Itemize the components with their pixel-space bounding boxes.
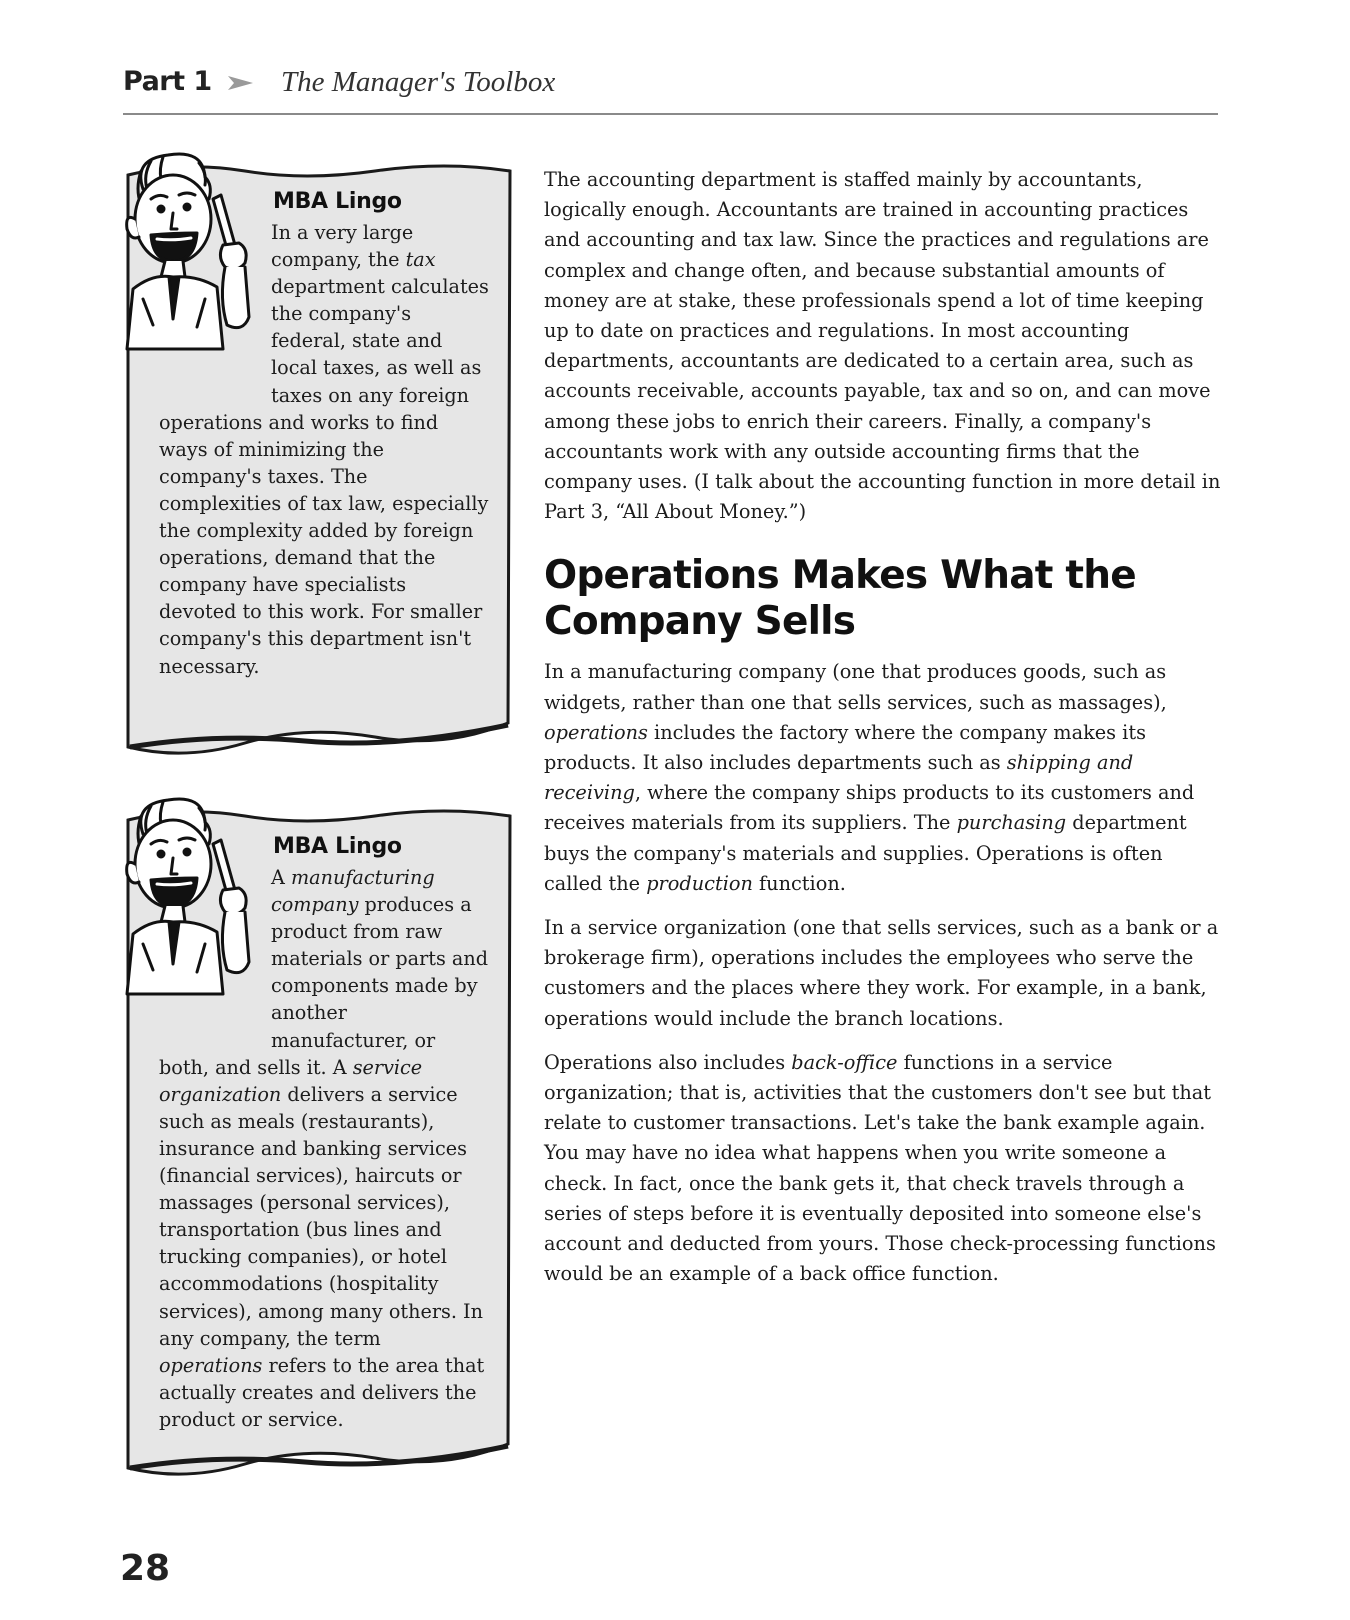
italic-term: back-office: [791, 1050, 898, 1074]
body-paragraph: [544, 657, 1224, 899]
text-run: delivers a service such as meals (restaurants), insurance and banking services (financial services), haircuts or massages (personal services), transportation (bus lines and trucking companies), or hotel accommodations (hospitality services), among many others. In any company, the term: [159, 1082, 483, 1350]
chapter-title: The Manager's Toolbox: [281, 66, 556, 98]
sidebar-body: [159, 864, 489, 1433]
body-paragraph: [544, 1048, 1224, 1290]
text-run: department buys the company's materials and supplies. Operations is often called the: [544, 811, 1187, 895]
part-label: Part 1: [123, 66, 212, 97]
body-paragraph: [544, 165, 1224, 527]
text-run: produces a product from raw materials or parts and components made by another manufacturer, or both, and sells it. A: [159, 893, 488, 1079]
main-column: [544, 165, 1224, 1304]
italic-term: service organization: [159, 1055, 423, 1106]
text-run: refers to the area that actually creates and delivers the product or service.: [159, 1353, 485, 1431]
italic-term: shipping and receiving: [544, 751, 1134, 805]
header-rule: [123, 113, 1218, 115]
text-run: Operations also includes: [544, 1050, 792, 1074]
italic-term: production: [646, 871, 753, 895]
sidebar-body: [159, 219, 489, 680]
text-run: includes the factory where the company makes its products. It also includes departments such as: [544, 720, 1146, 775]
sidebar-title: MBA Lingo: [273, 834, 402, 859]
mba-lingo-sidebar: [125, 808, 513, 1490]
sidebar-title: MBA Lingo: [273, 189, 402, 214]
mba-lingo-sidebar: [125, 163, 513, 769]
italic-term: operations: [159, 1353, 263, 1377]
text-run: , where the company ships products to its customers and receives materials from its suppliers. The: [544, 781, 1195, 835]
running-header: [123, 62, 1218, 116]
italic-term: manufacturing company: [271, 866, 435, 917]
arrow-right-icon: [227, 72, 255, 94]
italic-term: tax: [405, 248, 436, 272]
text-run: A: [271, 866, 291, 889]
text-run: functions in a service organization; that is, activities that the customers don't see but that relate to customer transactions. Let's take the bank example again. You may have no idea what happens when you write someone a check. In fact, once the bank gets it, that check travels through a series of steps before it is eventually deposited into someone else's account and deducted from yours. Those check-processing functions would be an example of a back office function.: [544, 1050, 1216, 1286]
text-run: The accounting department is staffed mainly by accountants, logically enough. Accountants are trained in accounting practices and accounting and tax law. Since the practices and regulations are complex and change often, and because substantial amounts of money are at stake, these professionals spend a lot of time keeping up to date on practices and regulations. In most accounting departments, accountants are dedicated to a certain area, such as accounts receivable, accounts payable, tax and so on, and can move among these jobs to enrich their careers. Finally, a company's accountants work with any outside accounting firms that the company uses. (I talk about the accounting function in more detail in Part 3, “All About Money.”): [544, 168, 1221, 524]
text-run: department calculates the company's federal, state and local taxes, as well as taxes on any foreign operations and works to find ways of minimizing the company's taxes. The complexities of tax law, especially the complexity added by foreign operations, demand that the company have specialists devoted to this work. For smaller company's this department isn't necessary.: [159, 275, 489, 678]
italic-term: purchasing: [956, 811, 1067, 835]
text-run: function.: [752, 871, 846, 895]
text-run: In a service organization (one that sells services, such as a bank or a brokerage firm), operations includes the employees who serve the customers and the places where they work. For example, in a bank, operations would include the branch locations.: [544, 916, 1219, 1030]
body-paragraph: [544, 913, 1224, 1034]
italic-term: operations: [544, 720, 648, 744]
text-run: In a very large company, the: [271, 221, 414, 272]
section-heading: Operations Makes What the Company Sells: [544, 553, 1136, 645]
text-run: In a manufacturing company (one that produces goods, such as widgets, rather than one that sells services, such as massages),: [544, 660, 1167, 714]
page-number: 28: [120, 1548, 171, 1589]
